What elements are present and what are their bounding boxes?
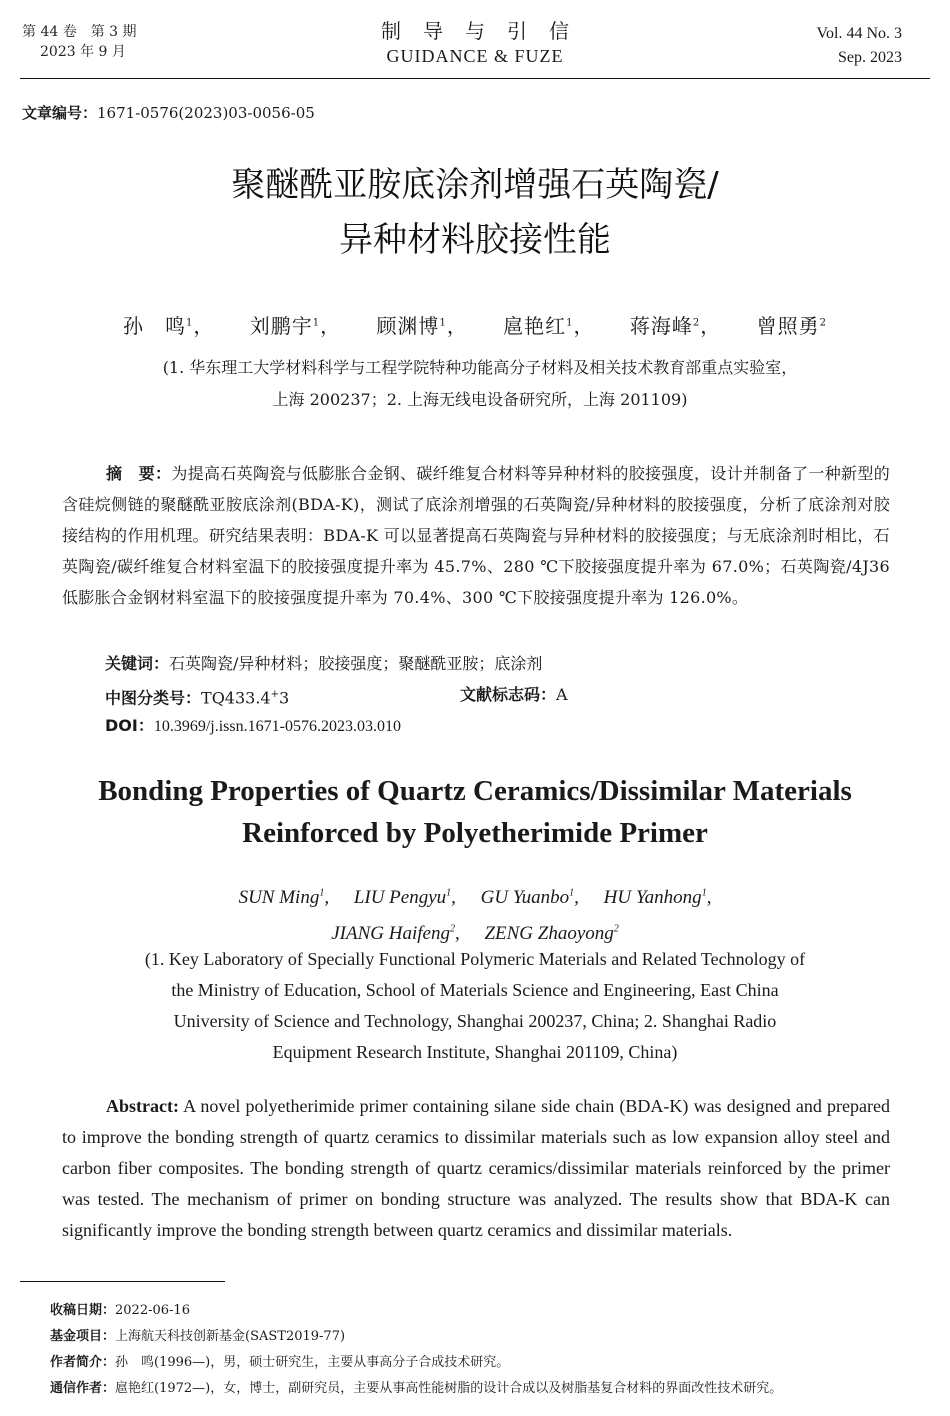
classification-value2: 3: [279, 688, 290, 708]
author-name: 顾渊博: [376, 314, 440, 338]
author-name: 孙 鸣: [122, 314, 186, 338]
footnote-text: 孙 鸣(1996—)，男，硕士研究生，主要从事高分子合成技术研究。: [115, 1355, 510, 1370]
footnote-label: 通信作者：: [50, 1381, 116, 1396]
author-affiliation-mark: 2: [613, 923, 619, 935]
author-name: GU Yuanbo: [480, 887, 570, 909]
footnote-received: [50, 1301, 190, 1321]
author-cn: 刘鹏宇$^1$，: [249, 314, 342, 338]
keywords-text: 石英陶瓷/异种材料；胶接强度；聚醚酰亚胺；底涂剂: [169, 654, 543, 673]
volume-issue-en: Vol. 44 No. 3: [816, 25, 902, 42]
date-en: Sep. 2023: [838, 49, 902, 66]
author-cn: [757, 314, 827, 338]
author-affiliation-mark: 2: [692, 317, 701, 329]
author-affiliation-mark: 1: [185, 317, 194, 329]
header-volume-en: [817, 22, 903, 70]
title-cn-line2: 异种材料胶接性能: [339, 220, 611, 260]
author-en: JIANG Haifeng$^2$,: [331, 922, 460, 944]
author-en: HU Yanhong$^1$,: [603, 887, 712, 909]
title-en-line1: Bonding Properties of Quartz Ceramics/Dissimilar Materials: [98, 775, 852, 807]
abstract-cn-label: 摘 要：: [106, 464, 172, 483]
author-name: ZENG Zhaoyong: [484, 922, 614, 944]
article-number-value: 1671-0576(2023)03-0056-05: [97, 104, 315, 122]
affiliation-en-line4: Equipment Research Institute, Shanghai 201109, China): [272, 1042, 678, 1062]
author-cn: 扈艳红$^1$，: [503, 314, 595, 338]
author-name: LIU Pengyu: [353, 887, 447, 909]
affiliation-cn-line2: 上海 200237；2. 上海无线电设备研究所，上海 201109): [272, 390, 688, 409]
affiliation-en: [62, 944, 888, 1068]
footnote-label: 基金项目：: [50, 1329, 116, 1344]
article-number: [22, 102, 315, 123]
affiliation-cn: [60, 352, 900, 416]
journal-name: [0, 18, 950, 68]
footnote-label: 作者简介：: [50, 1355, 116, 1370]
abstract-cn: [62, 458, 890, 613]
abstract-cn-text: 为提高石英陶瓷与低膨胀合金钢、碳纤维复合材料等异种材料的胶接强度，设计并制备了一种新型的含硅烷侧链的聚醚酰亚胺底涂剂(BDA-K)，测试了底涂剂增强的石英陶瓷/异种材料的胶接强度，分析了底涂剂对胶接结构的作用机理。研究结果表明：BDA-K 可以显著提高石英陶瓷与异种材料的胶接强度；与无底涂剂时相比，石英陶瓷/碳纤维复合材料室温下的胶接强度提升率为 45.7%、280 ℃下胶接强度提升率为 67.0%；石英陶瓷/4J36 低膨胀合金钢材料室温下的胶接强度提升率为 70.4%、300 ℃下胶接强度提升率为 126.0%。: [62, 464, 891, 607]
keywords-label: 关键词：: [105, 654, 170, 673]
classification-label: 中图分类号：: [105, 688, 202, 708]
classification-value: TQ433.4: [201, 688, 271, 708]
affiliation-en-line1: (1. Key Laboratory of Specially Functional Polymeric Materials and Related Technology of: [144, 949, 806, 969]
author-name: 蒋海峰: [629, 314, 693, 338]
author-list-cn: [0, 310, 950, 339]
author-affiliation-mark: 1: [446, 888, 452, 899]
footnote-text: 2022-06-16: [115, 1303, 190, 1318]
doi-value[interactable]: 10.3969/j.issn.1671-0576.2023.03.010: [153, 718, 401, 735]
author-affiliation-mark: 1: [319, 888, 325, 899]
author-name: 曾照勇: [756, 314, 820, 338]
footnote-corresponding: [50, 1379, 782, 1399]
article-number-label: 文章编号：: [22, 104, 98, 122]
footnote-fund: [50, 1327, 345, 1347]
journal-name-en: GUIDANCE & FUZE: [386, 46, 564, 66]
authors-en-line1: [0, 878, 950, 913]
footnote-divider: [20, 1281, 225, 1282]
author-affiliation-mark: 1: [439, 317, 447, 329]
document-code-value: A: [556, 685, 568, 704]
affiliation-en-line3: University of Science and Technology, Shanghai 200237, China; 2. Shanghai Radio: [173, 1011, 777, 1031]
author-affiliation-mark: 1: [566, 317, 574, 329]
date-cn: 2023 年 9 月: [40, 44, 126, 60]
abstract-en: [62, 1091, 890, 1246]
classification-sup: +: [270, 689, 279, 700]
header-divider: [20, 78, 930, 79]
footnote-text: 上海航天科技创新基金(SAST2019-77): [115, 1329, 346, 1344]
abstract-en-label: Abstract:: [106, 1096, 179, 1116]
page-title-en: [40, 770, 910, 854]
author-en: [484, 923, 618, 944]
author-affiliation-mark: 1: [701, 888, 707, 899]
footnote-text: 扈艳红(1972—)，女，博士，副研究员，主要从事高性能树脂的设计合成以及树脂基复合材料的界面改性技术研究。: [115, 1381, 783, 1396]
journal-name-cn: 制导与引信: [381, 19, 591, 43]
author-affiliation-mark: 2: [819, 317, 828, 329]
author-list-en: [0, 878, 950, 949]
affiliation-cn-line1: (1. 华东理工大学材料科学与工程学院特种功能高分子材料及相关技术教育部重点实验室，: [162, 358, 798, 377]
author-en: SUN Ming$^1$,: [238, 887, 330, 909]
abstract-en-text: A novel polyetherimide primer containing silane side chain (BDA-K) was designed and prepared to improve the bonding strength of quartz ceramics to dissimilar materials such as low expansion alloy steel and carbon fiber composites. The bonding strength of quartz ceramics/dissimilar materials reinforced by the primer was tested. The mechanism of primer on bonding structure was analyzed. The results show that BDA-K can significantly improve the bonding strength between quartz ceramics and dissimilar materials.: [62, 1096, 890, 1240]
keywords-cn: [105, 648, 542, 679]
title-en-line2: Reinforced by Polyetherimide Primer: [242, 817, 708, 849]
page-title-cn: [0, 158, 950, 268]
author-en: GU Yuanbo$^1$,: [480, 887, 579, 909]
footnote-author-bio: [50, 1353, 509, 1373]
author-affiliation-mark: 2: [449, 923, 455, 935]
author-affiliation-mark: 1: [312, 317, 321, 329]
author-en: LIU Pengyu$^1$,: [353, 887, 456, 909]
doi-label: DOI：: [105, 716, 154, 735]
author-name: JIANG Haifeng: [331, 922, 450, 944]
author-name: SUN Ming: [238, 887, 320, 909]
author-cn: 顾渊博$^1$，: [376, 314, 468, 338]
footnote-label: 收稿日期：: [50, 1303, 116, 1318]
author-name: 扈艳红: [503, 314, 567, 338]
author-cn: 蒋海峰$^2$，: [629, 314, 722, 338]
volume-issue-cn: 第 44 卷 第 3 期: [22, 24, 137, 40]
affiliation-en-line2: the Ministry of Education, School of Materials Science and Engineering, East China: [171, 980, 779, 1000]
classification-number: [105, 679, 289, 713]
document-code: [460, 679, 568, 710]
author-name: 刘鹏宇: [249, 314, 313, 338]
author-cn: 孙 鸣$^1$，: [122, 314, 215, 338]
document-code-label: 文献标志码：: [460, 685, 557, 704]
author-name: HU Yanhong: [603, 887, 702, 909]
title-cn-line1: 聚醚酰亚胺底涂剂增强石英陶瓷/: [231, 165, 719, 205]
author-affiliation-mark: 1: [569, 888, 575, 899]
doi: [105, 710, 401, 742]
